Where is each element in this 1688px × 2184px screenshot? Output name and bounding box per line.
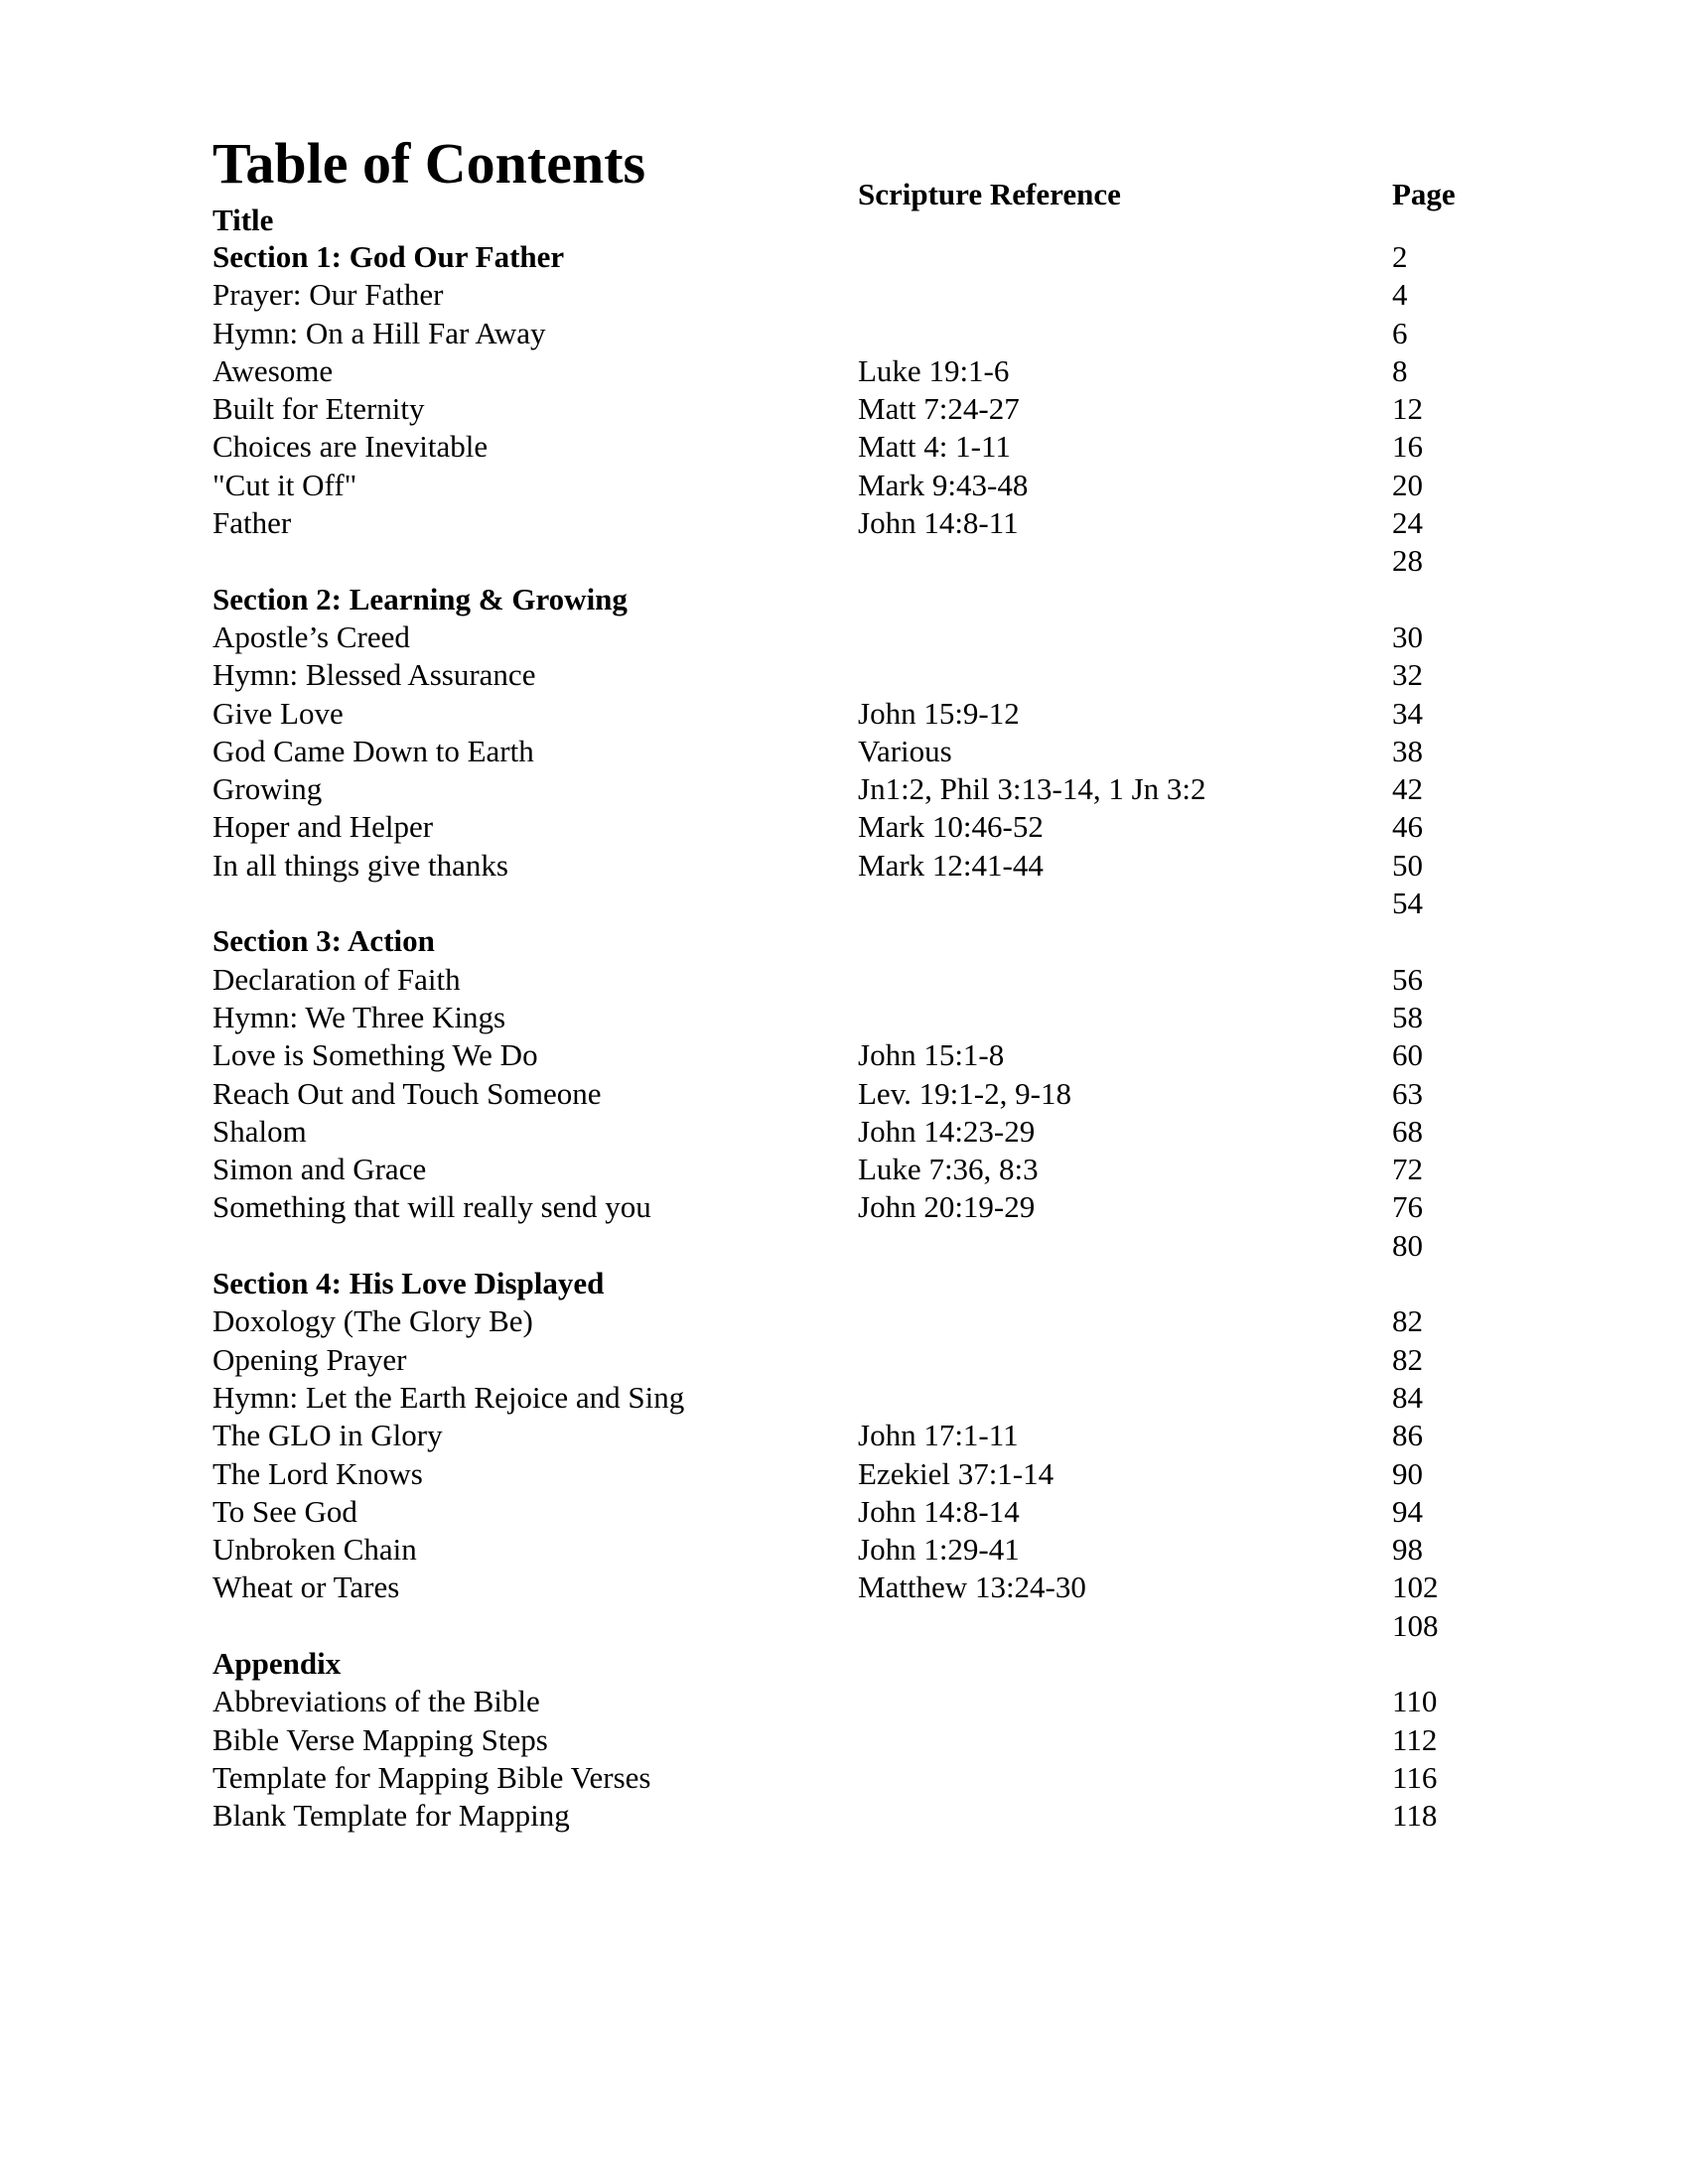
toc-entry-page: 24 xyxy=(1392,505,1423,541)
toc-entry-scripture: Ezekiel 37:1-14 xyxy=(858,1455,1055,1491)
toc-entry-title: Blank Template for Mapping xyxy=(212,1798,570,1834)
toc-entry-scripture: Matt 7:24-27 xyxy=(858,391,1020,427)
toc-entry-title: Father xyxy=(212,505,292,541)
toc-entry-title: Abbreviations of the Bible xyxy=(212,1684,540,1719)
toc-entry-title: Hymn: We Three Kings xyxy=(212,999,506,1034)
toc-entry-page: 80 xyxy=(1392,1227,1423,1263)
toc-entry xyxy=(212,618,1503,656)
toc-entry-page: 58 xyxy=(1392,999,1423,1034)
toc-entry-page: 30 xyxy=(1392,618,1423,654)
toc-entry-scripture: John 1:29-41 xyxy=(858,1532,1020,1568)
toc-entry xyxy=(212,428,1503,466)
toc-entry-page: 84 xyxy=(1392,1379,1423,1415)
toc-entry xyxy=(212,1188,1503,1226)
toc-entry-scripture: Jn1:2, Phil 3:13-14, 1 Jn 3:2 xyxy=(858,771,1206,807)
toc-entry xyxy=(212,999,1503,1036)
toc-entry xyxy=(212,1302,1503,1340)
toc-entry xyxy=(212,770,1503,808)
toc-entry xyxy=(212,1151,1503,1188)
toc-entry xyxy=(212,656,1503,694)
toc-entry xyxy=(212,1455,1503,1493)
toc-entry-scripture: John 17:1-11 xyxy=(858,1418,1019,1453)
toc-entry-scripture: Mark 12:41-44 xyxy=(858,847,1044,883)
toc-entry-title: Growing xyxy=(212,771,323,807)
toc-entry xyxy=(212,390,1503,428)
toc-entry-page: 108 xyxy=(1392,1607,1439,1643)
toc-entry-scripture: John 14:8-14 xyxy=(858,1493,1020,1529)
toc-entry xyxy=(212,542,1503,580)
toc-entry-page: 4 xyxy=(1392,277,1408,313)
toc-entry-title: Reach Out and Touch Someone xyxy=(212,1075,602,1111)
toc-entry xyxy=(212,1227,1503,1265)
toc-entry-title: In all things give thanks xyxy=(212,847,508,883)
toc-entry-title: Wheat or Tares xyxy=(212,1570,400,1605)
toc-entry xyxy=(212,1531,1503,1569)
toc-section-heading xyxy=(212,1645,1503,1683)
toc-entry xyxy=(212,1759,1503,1797)
toc-entry xyxy=(212,808,1503,846)
toc-section-heading xyxy=(212,922,1503,960)
toc-list xyxy=(212,238,1503,1835)
toc-entry xyxy=(212,961,1503,999)
toc-entry xyxy=(212,885,1503,922)
toc-entry-title: Prayer: Our Father xyxy=(212,277,444,313)
toc-entry-page: 76 xyxy=(1392,1189,1423,1225)
toc-entry-scripture: Mark 9:43-48 xyxy=(858,467,1029,502)
toc-entry-title: Bible Verse Mapping Steps xyxy=(212,1721,548,1757)
toc-entry-page: 12 xyxy=(1392,391,1423,427)
toc-entry-page: 82 xyxy=(1392,1303,1423,1339)
toc-entry-page: 54 xyxy=(1392,886,1423,921)
toc-entry-scripture: John 20:19-29 xyxy=(858,1189,1036,1225)
header-scripture-reference: Scripture Reference xyxy=(858,177,1121,211)
toc-entry-title: Something that will really send you xyxy=(212,1189,651,1225)
toc-entry-title: Section 2: Learning & Growing xyxy=(212,581,628,616)
toc-entry-page: 28 xyxy=(1392,543,1423,579)
toc-entry-title: Template for Mapping Bible Verses xyxy=(212,1759,651,1795)
toc-entry-title: Choices are Inevitable xyxy=(212,429,489,465)
toc-entry-page: 38 xyxy=(1392,733,1423,768)
toc-entry-title: The Lord Knows xyxy=(212,1455,423,1491)
toc-entry-title: Love is Something We Do xyxy=(212,1037,538,1073)
toc-entry-title: "Cut it Off" xyxy=(212,467,357,502)
toc-entry-title: The GLO in Glory xyxy=(212,1418,443,1453)
toc-entry xyxy=(212,1797,1503,1835)
toc-entry-page: 34 xyxy=(1392,695,1423,731)
page-title: Table of Contents xyxy=(212,131,646,196)
toc-entry-title: God Came Down to Earth xyxy=(212,733,534,768)
toc-section-heading xyxy=(212,1265,1503,1302)
toc-entry-title: Opening Prayer xyxy=(212,1341,407,1377)
toc-entry-page: 68 xyxy=(1392,1113,1423,1149)
toc-entry-page: 116 xyxy=(1392,1759,1438,1795)
toc-entry-title: Section 4: His Love Displayed xyxy=(212,1266,605,1301)
toc-entry-title: Section 3: Action xyxy=(212,923,435,959)
toc-entry xyxy=(212,1036,1503,1074)
toc-entry xyxy=(212,1417,1503,1454)
toc-entry xyxy=(212,1075,1503,1113)
toc-entry-scripture: Matthew 13:24-30 xyxy=(858,1570,1086,1605)
toc-entry xyxy=(212,1721,1503,1759)
toc-entry xyxy=(212,1341,1503,1379)
toc-entry-title: Declaration of Faith xyxy=(212,961,461,997)
toc-entry-page: 86 xyxy=(1392,1418,1423,1453)
toc-entry-scripture: John 15:9-12 xyxy=(858,695,1020,731)
toc-entry-title: Give Love xyxy=(212,695,344,731)
toc-entry-page: 46 xyxy=(1392,809,1423,845)
toc-entry-page: 98 xyxy=(1392,1532,1423,1568)
toc-entry-page: 6 xyxy=(1392,315,1408,350)
toc-entry-page: 102 xyxy=(1392,1570,1439,1605)
toc-entry xyxy=(212,847,1503,885)
toc-section-heading xyxy=(212,581,1503,618)
toc-entry-page: 50 xyxy=(1392,847,1423,883)
toc-entry xyxy=(212,1113,1503,1151)
toc-entry-title: Hymn: On a Hill Far Away xyxy=(212,315,546,350)
toc-entry-page: 16 xyxy=(1392,429,1423,465)
toc-entry-title: Awesome xyxy=(212,352,334,388)
toc-entry-title: To See God xyxy=(212,1493,357,1529)
toc-entry-title: Hoper and Helper xyxy=(212,809,434,845)
toc-entry xyxy=(212,467,1503,504)
toc-entry-scripture: Matt 4: 1-11 xyxy=(858,429,1011,465)
toc-entry-page: 94 xyxy=(1392,1493,1423,1529)
toc-entry xyxy=(212,1379,1503,1417)
toc-entry-scripture: Lev. 19:1-2, 9-18 xyxy=(858,1075,1071,1111)
toc-entry xyxy=(212,1683,1503,1720)
toc-entry-title: Hymn: Blessed Assurance xyxy=(212,657,536,693)
header-page: Page xyxy=(1392,177,1456,211)
toc-entry xyxy=(212,733,1503,770)
toc-entry-title: Appendix xyxy=(212,1645,342,1681)
toc-entry xyxy=(212,1569,1503,1606)
toc-entry xyxy=(212,1493,1503,1531)
toc-entry-page: 20 xyxy=(1392,467,1423,502)
toc-entry-page: 60 xyxy=(1392,1037,1423,1073)
toc-entry-scripture: John 14:23-29 xyxy=(858,1113,1036,1149)
toc-entry-page: 42 xyxy=(1392,771,1423,807)
toc-entry-scripture: John 15:1-8 xyxy=(858,1037,1005,1073)
toc-entry-title: Built for Eternity xyxy=(212,391,425,427)
toc-entry-title: Doxology (The Glory Be) xyxy=(212,1303,533,1339)
toc-entry xyxy=(212,315,1503,352)
toc-entry-page: 112 xyxy=(1392,1721,1438,1757)
toc-entry-scripture: Various xyxy=(858,733,952,768)
toc-entry xyxy=(212,1607,1503,1645)
toc-entry xyxy=(212,695,1503,733)
toc-entry-page: 8 xyxy=(1392,352,1408,388)
header-title: Title xyxy=(212,203,274,237)
toc-entry-title: Shalom xyxy=(212,1113,307,1149)
toc-entry-page: 82 xyxy=(1392,1341,1423,1377)
toc-entry-page: 63 xyxy=(1392,1075,1423,1111)
toc-entry-title: Simon and Grace xyxy=(212,1152,427,1187)
toc-entry-scripture: Luke 7:36, 8:3 xyxy=(858,1152,1039,1187)
toc-entry-scripture: Luke 19:1-6 xyxy=(858,352,1010,388)
toc-entry-page: 56 xyxy=(1392,961,1423,997)
toc-entry-page: 32 xyxy=(1392,657,1423,693)
toc-entry xyxy=(212,352,1503,390)
toc-entry-title: Unbroken Chain xyxy=(212,1532,417,1568)
toc-entry-page: 118 xyxy=(1392,1798,1438,1834)
toc-entry xyxy=(212,276,1503,314)
toc-section-heading xyxy=(212,238,1503,276)
toc-entry xyxy=(212,504,1503,542)
toc-entry-page: 110 xyxy=(1392,1684,1438,1719)
toc-entry-scripture: John 14:8-11 xyxy=(858,505,1019,541)
toc-entry-title: Apostle’s Creed xyxy=(212,618,410,654)
toc-entry-page: 72 xyxy=(1392,1152,1423,1187)
toc-entry-title: Hymn: Let the Earth Rejoice and Sing xyxy=(212,1379,685,1415)
toc-entry-page: 2 xyxy=(1392,239,1408,274)
toc-entry-page: 90 xyxy=(1392,1455,1423,1491)
toc-entry-title: Section 1: God Our Father xyxy=(212,239,565,274)
toc-entry-scripture: Mark 10:46-52 xyxy=(858,809,1044,845)
